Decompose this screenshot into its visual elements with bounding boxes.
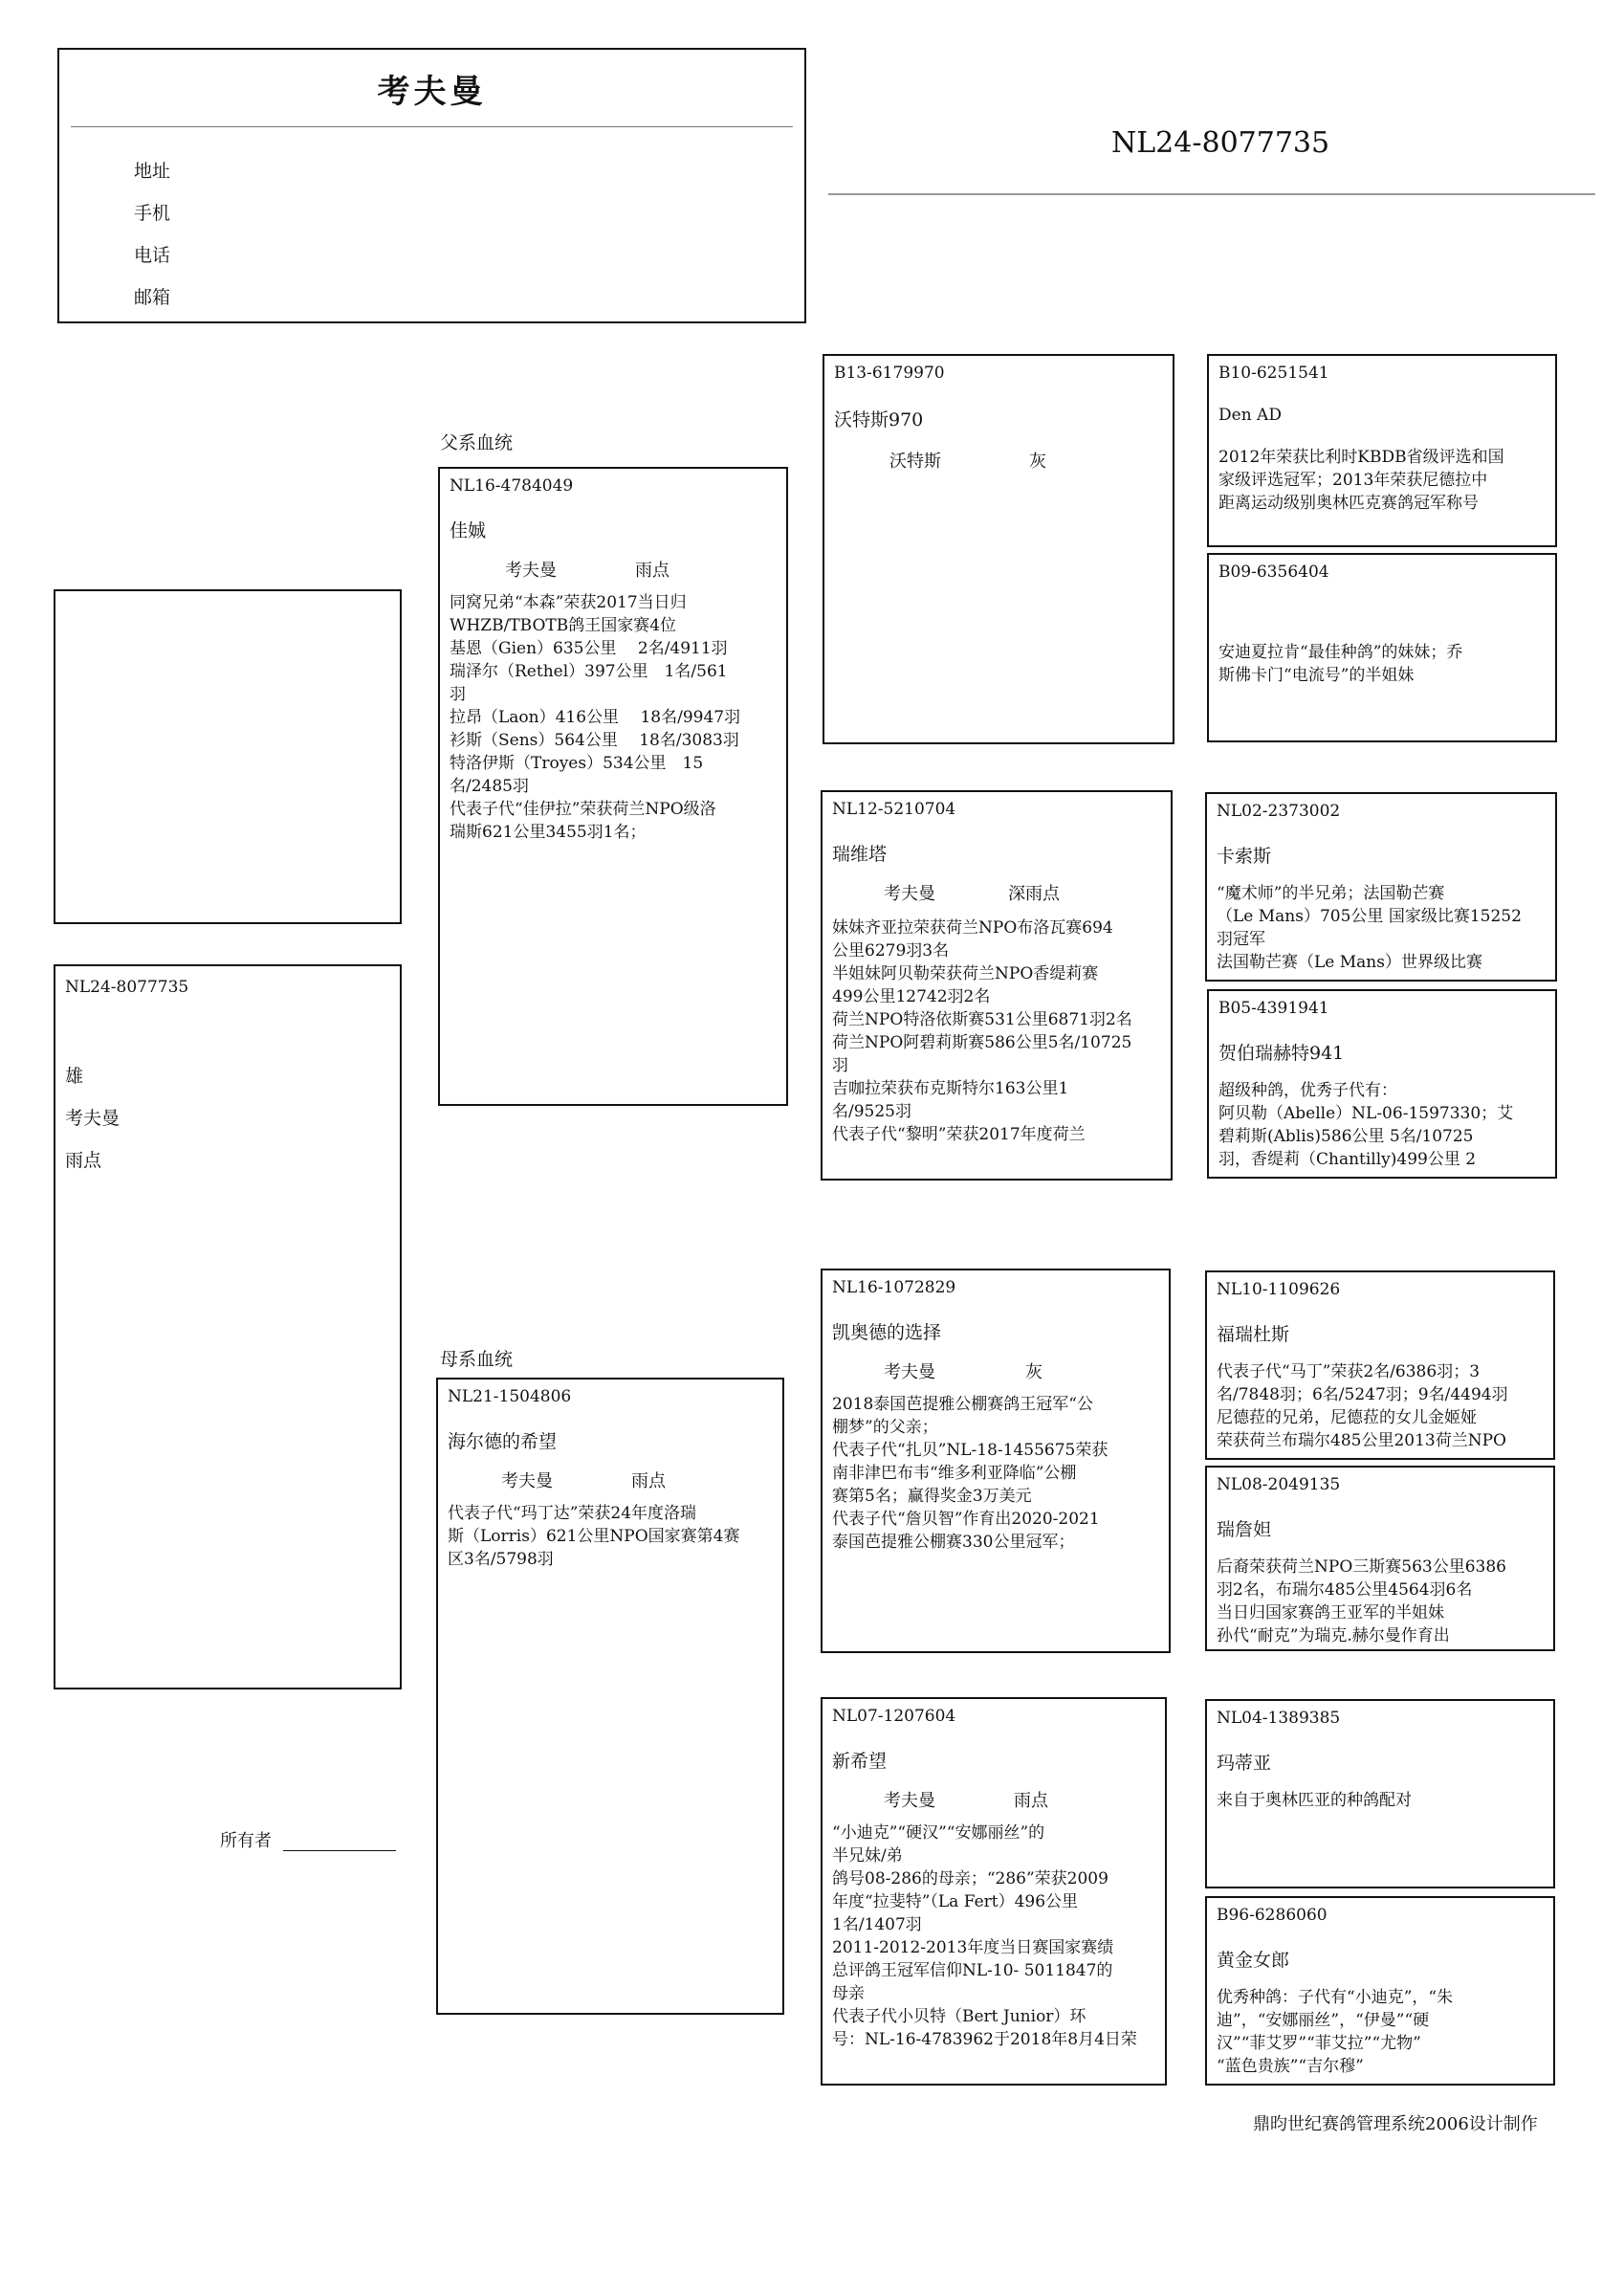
sss-description: 2012年荣获比利时KBDB省级评选和国 家级评选冠军；2013年荣获尼德拉中 距离运动级别奥林匹克赛鸽冠军称号 bbox=[1218, 448, 1504, 513]
sds-description: “魔术师”的半兄弟；法国勒芒赛 （Le Mans）705公里 国家级比赛15252 羽冠军 法国勒芒赛（Le Mans）世界级比赛 bbox=[1217, 884, 1522, 972]
ssd-card bbox=[1207, 553, 1557, 742]
dam-dam-name: 新希望 bbox=[832, 1751, 888, 1772]
sire-dam-breed: 考夫曼 bbox=[884, 884, 935, 904]
sdd-name: 贺伯瑞赫特941 bbox=[1218, 1043, 1345, 1064]
sire-dam-card bbox=[821, 790, 1173, 1181]
dam-breed: 考夫曼 bbox=[501, 1471, 553, 1491]
dam-name: 海尔德的希望 bbox=[448, 1431, 558, 1452]
dam-card bbox=[436, 1378, 784, 2015]
mobile-label: 手机 bbox=[134, 203, 171, 224]
dsd-name: 瑞詹妲 bbox=[1217, 1519, 1272, 1540]
dam-sire-card bbox=[821, 1269, 1171, 1653]
dam-dam-breed: 考夫曼 bbox=[884, 1791, 935, 1811]
sire-name: 佳娍 bbox=[450, 520, 487, 541]
sire-sire-name: 沃特斯970 bbox=[834, 409, 924, 430]
dsd-ring: NL08-2049135 bbox=[1217, 1475, 1341, 1494]
dss-ring: NL10-1109626 bbox=[1217, 1280, 1341, 1299]
dam-sire-color: 灰 bbox=[1025, 1362, 1042, 1382]
dam-line-label: 母系血统 bbox=[440, 1349, 514, 1370]
dsd-card bbox=[1205, 1466, 1555, 1651]
ddd-card bbox=[1205, 1896, 1555, 2086]
sire-dam-ring: NL12-5210704 bbox=[832, 800, 956, 819]
subject-ring: NL24-8077735 bbox=[65, 978, 189, 997]
ssd-description: 安迪夏拉肯“最佳种鸽”的妹妹；乔 斯佛卡门“电流号”的半姐妹 bbox=[1218, 643, 1463, 685]
dss-name: 福瑞杜斯 bbox=[1217, 1324, 1290, 1345]
photo-frame bbox=[54, 589, 402, 924]
sire-dam-color: 深雨点 bbox=[1008, 884, 1060, 904]
subject-color: 雨点 bbox=[65, 1150, 102, 1171]
dam-dam-description: “小迪克”“硬汉”“安娜丽丝”的 半兄妹/弟 鸽号08-286的母亲；“286”荣获2009 年度“拉斐特”（La Fert）496公里 1名/1407羽 2011-2012-2013年度当日赛国家赛绩 总评鸽王冠军信仰NL-10- 5011847的 母亲 代表子代小贝特（Bert Junior）环 号：NL-16-4783962于2018年8月4日荣 bbox=[832, 1823, 1137, 2049]
dam-sire-ring: NL16-1072829 bbox=[832, 1278, 956, 1297]
sds-card bbox=[1205, 792, 1557, 982]
dam-dam-color: 雨点 bbox=[1014, 1791, 1048, 1811]
sire-dam-name: 瑞维塔 bbox=[832, 844, 888, 865]
email-label: 邮箱 bbox=[134, 287, 171, 308]
sire-dam-description: 妹妹齐亚拉荣获荷兰NPO布洛瓦赛694 公里6279羽3名 半姐妹阿贝勒荣获荷兰NPO香缇莉赛 499公里12742羽2名 荷兰NPO特洛依斯赛531公里6871羽2名 荷兰NPO阿碧莉斯赛586公里5名/10725 羽 吉咖拉荣获布克斯特尔163公里1 名/9525羽 代表子代“黎明”荣获2017年度荷兰 bbox=[832, 918, 1132, 1144]
address-label: 地址 bbox=[134, 161, 171, 182]
ddd-ring: B96-6286060 bbox=[1217, 1906, 1328, 1925]
sire-sire-breed: 沃特斯 bbox=[889, 452, 941, 472]
ring-underline bbox=[828, 193, 1595, 195]
dam-dam-card bbox=[821, 1697, 1167, 2086]
sire-sire-color: 灰 bbox=[1029, 452, 1046, 472]
ssd-ring: B09-6356404 bbox=[1218, 563, 1329, 582]
dds-card bbox=[1205, 1699, 1555, 1888]
subject-bird-card bbox=[54, 964, 402, 1689]
owner-label: 所有者 bbox=[220, 1831, 272, 1851]
dam-sire-name: 凯奥德的选择 bbox=[832, 1322, 942, 1343]
dds-ring: NL04-1389385 bbox=[1217, 1709, 1341, 1728]
dam-description: 代表子代“玛丁达”荣获24年度洛瑞 斯（Lorris）621公里NPO国家赛第4赛 区3名/5798羽 bbox=[448, 1504, 740, 1569]
sire-description: 同窝兄弟“本森”荣获2017当日归 WHZB/TBOTB鸽王国家赛4位 基恩（Gien）635公里 2名/4911羽 瑞泽尔（Rethel）397公里 1名/561 羽 拉昂（Laon）416公里 18名/9947羽 衫斯（Sens）564公里 18名/3083羽 特洛伊斯（Troyes）534公里 15 名/2485羽 代表子代“佳伊拉”荣获荷兰NPO级洛 瑞斯621公里3455羽1名； bbox=[450, 593, 741, 842]
sire-breed: 考夫曼 bbox=[505, 561, 557, 581]
dam-dam-ring: NL07-1207604 bbox=[832, 1707, 956, 1726]
sire-sire-card bbox=[823, 354, 1174, 744]
sss-name: Den AD bbox=[1218, 406, 1282, 425]
header-ring-number: NL24-8077735 bbox=[1111, 126, 1330, 160]
ddd-name: 黄金女郎 bbox=[1217, 1950, 1290, 1971]
dds-description: 来自于奥林匹亚的种鸽配对 bbox=[1217, 1791, 1412, 1810]
ddd-description: 优秀种鸽：子代有“小迪克”，“朱 迪”，“安娜丽丝”，“伊曼”“硬 汉”“菲艾罗”“菲艾拉”“尤物” “蓝色贵族”“吉尔穆” bbox=[1217, 1988, 1454, 2076]
sire-sire-ring: B13-6179970 bbox=[834, 364, 945, 383]
dam-color: 雨点 bbox=[631, 1471, 666, 1491]
owner-info-box bbox=[57, 48, 806, 323]
dam-sire-description: 2018泰国芭提雅公棚赛鸽王冠军“公 棚梦”的父亲； 代表子代“扎贝”NL-18-1455675荣获 南非津巴布韦“维多利亚降临”公棚 赛第5名；赢得奖金3万美元 代表子代“詹贝智”作育出2020-2021 泰国芭提雅公棚赛330公里冠军； bbox=[832, 1395, 1108, 1552]
sdd-description: 超级种鸽，优秀子代有： 阿贝勒（Abelle）NL-06-1597330；艾 碧莉斯(Ablis)586公里 5名/10725 羽，香缇莉（Chantilly)499公里 2 bbox=[1218, 1081, 1514, 1169]
sire-card bbox=[438, 467, 788, 1106]
dsd-description: 后裔荣获荷兰NPO三斯赛563公里6386 羽2名，布瑞尔485公里4564羽6名 当日归国家赛鸽王亚军的半姐妹 孙代“耐克”为瑞克.赫尔曼作育出 bbox=[1217, 1557, 1506, 1645]
sire-color: 雨点 bbox=[635, 561, 669, 581]
sds-ring: NL02-2373002 bbox=[1217, 802, 1341, 821]
footer-credit: 鼎昀世纪赛鸽管理系统2006设计制作 bbox=[1253, 2114, 1538, 2134]
subject-sex: 雄 bbox=[65, 1066, 84, 1087]
owner-signature-line bbox=[283, 1850, 396, 1851]
title-divider bbox=[71, 126, 793, 127]
dss-description: 代表子代“马丁”荣获2名/6386羽；3 名/7848羽；6名/5247羽；9名/4494羽 尼德菈的兄弟，尼德菈的女儿金姬娅 荣获荷兰布瑞尔485公里2013荷兰NPO bbox=[1217, 1362, 1508, 1450]
dam-sire-breed: 考夫曼 bbox=[884, 1362, 935, 1382]
dss-card bbox=[1205, 1270, 1555, 1460]
loft-title: 考夫曼 bbox=[377, 73, 487, 111]
sdd-ring: B05-4391941 bbox=[1218, 999, 1329, 1018]
sss-ring: B10-6251541 bbox=[1218, 364, 1329, 383]
sdd-card bbox=[1207, 989, 1557, 1179]
sire-line-label: 父系血统 bbox=[440, 432, 514, 453]
phone-label: 电话 bbox=[134, 245, 171, 266]
sire-ring: NL16-4784049 bbox=[450, 476, 574, 496]
dam-ring: NL21-1504806 bbox=[448, 1387, 572, 1406]
dds-name: 玛蒂亚 bbox=[1217, 1753, 1272, 1774]
sds-name: 卡索斯 bbox=[1217, 846, 1272, 867]
subject-breed: 考夫曼 bbox=[65, 1108, 121, 1129]
sss-card bbox=[1207, 354, 1557, 547]
